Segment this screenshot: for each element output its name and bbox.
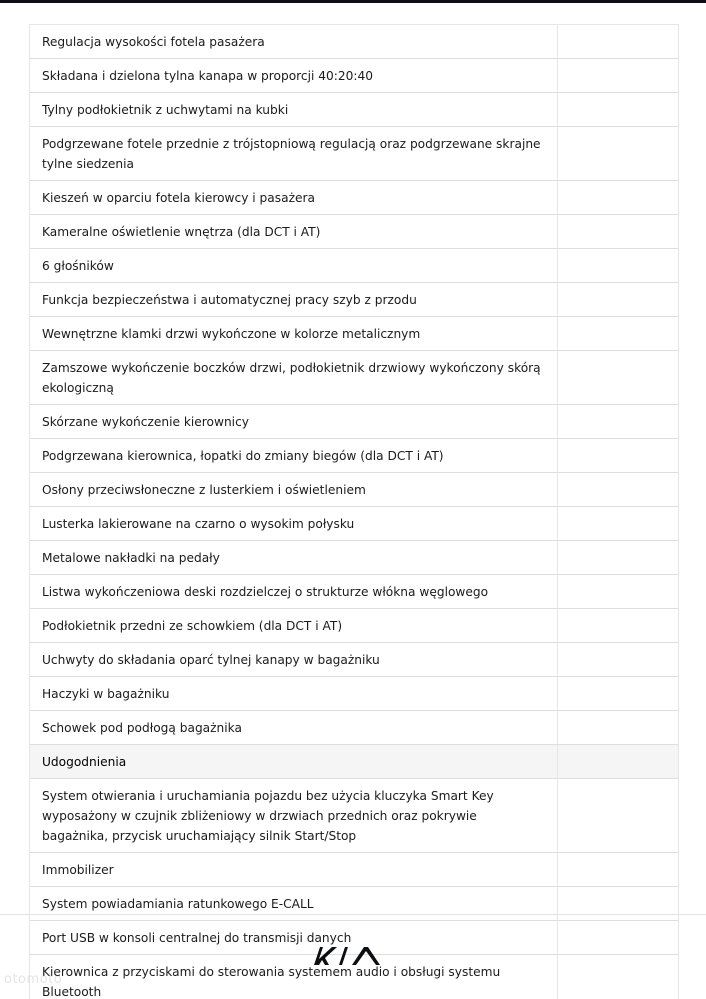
- feature-name: Port USB w konsoli centralnej do transmisji danych: [30, 921, 558, 954]
- feature-name: Wewnętrzne klamki drzwi wykończone w kolorze metalicznym: [30, 317, 558, 350]
- feature-value: [558, 93, 678, 126]
- table-row: [30, 575, 678, 609]
- feature-value: [558, 283, 678, 316]
- section-heading: Udogodnienia: [30, 745, 558, 778]
- table-row: [30, 643, 678, 677]
- feature-value: [558, 317, 678, 350]
- feature-name: System powiadamiania ratunkowego E-CALL: [30, 887, 558, 920]
- feature-value: [558, 677, 678, 710]
- table-row: [30, 127, 678, 181]
- feature-name: Skórzane wykończenie kierownicy: [30, 405, 558, 438]
- feature-value: [558, 25, 678, 58]
- kia-logo-icon: [312, 944, 394, 968]
- feature-value: [558, 609, 678, 642]
- feature-value: [558, 921, 678, 954]
- table-row: [30, 677, 678, 711]
- feature-value: [558, 745, 678, 778]
- feature-name: Podłokietnik przedni ze schowkiem (dla DCT i AT): [30, 609, 558, 642]
- feature-name: Podgrzewane fotele przednie z trójstopniową regulacją oraz podgrzewane skrajne tylne siedzenia: [30, 127, 558, 180]
- feature-name: Funkcja bezpieczeństwa i automatycznej pracy szyb z przodu: [30, 283, 558, 316]
- feature-value: [558, 711, 678, 744]
- feature-name: 6 głośników: [30, 249, 558, 282]
- table-row: [30, 779, 678, 853]
- feature-name: Immobilizer: [30, 853, 558, 886]
- feature-value: [558, 439, 678, 472]
- feature-name: Zamszowe wykończenie boczków drzwi, podłokietnik drzwiowy wykończony skórą ekologiczną: [30, 351, 558, 404]
- feature-value: [558, 779, 678, 852]
- table-row: [30, 439, 678, 473]
- feature-name: System otwierania i uruchamiania pojazdu bez użycia kluczyka Smart Key wyposażony w czujnik zbliżeniowy w drzwiach przednich oraz pokrywie bagażnika, przycisk uruchamiający silnik Start/Stop: [30, 779, 558, 852]
- table-row: [30, 317, 678, 351]
- table-row: [30, 351, 678, 405]
- section-heading-row: [30, 745, 678, 779]
- table-row: [30, 283, 678, 317]
- feature-value: [558, 575, 678, 608]
- feature-value: [558, 643, 678, 676]
- footer-divider: [0, 914, 706, 915]
- feature-name: Regulacja wysokości fotela pasażera: [30, 25, 558, 58]
- feature-value: [558, 215, 678, 248]
- feature-name: Podgrzewana kierownica, łopatki do zmiany biegów (dla DCT i AT): [30, 439, 558, 472]
- feature-name: Metalowe nakładki na pedały: [30, 541, 558, 574]
- feature-name: Haczyki w bagażniku: [30, 677, 558, 710]
- feature-value: [558, 59, 678, 92]
- feature-value: [558, 887, 678, 920]
- feature-name: Kameralne oświetlenie wnętrza (dla DCT i AT): [30, 215, 558, 248]
- feature-name: Uchwyty do składania oparć tylnej kanapy w bagażniku: [30, 643, 558, 676]
- table-row: [30, 59, 678, 93]
- feature-name: Lusterka lakierowane na czarno o wysokim połysku: [30, 507, 558, 540]
- table-row: [30, 609, 678, 643]
- feature-value: [558, 507, 678, 540]
- top-bar: [0, 0, 706, 3]
- table-row: [30, 405, 678, 439]
- watermark: otomoto: [4, 972, 63, 987]
- feature-value: [558, 127, 678, 180]
- table-row: [30, 93, 678, 127]
- feature-name: Tylny podłokietnik z uchwytami na kubki: [30, 93, 558, 126]
- feature-name: Składana i dzielona tylna kanapa w proporcji 40:20:40: [30, 59, 558, 92]
- feature-value: [558, 955, 678, 999]
- table-row: [30, 887, 678, 921]
- table-row: [30, 507, 678, 541]
- table-row: [30, 25, 678, 59]
- feature-value: [558, 181, 678, 214]
- equipment-table: [29, 24, 679, 999]
- table-row: [30, 473, 678, 507]
- feature-value: [558, 853, 678, 886]
- feature-name: Osłony przeciwsłoneczne z lusterkiem i oświetleniem: [30, 473, 558, 506]
- table-row: [30, 541, 678, 575]
- table-row: [30, 853, 678, 887]
- feature-value: [558, 405, 678, 438]
- table-row: [30, 249, 678, 283]
- table-row: [30, 181, 678, 215]
- feature-name: Kieszeń w oparciu fotela kierowcy i pasażera: [30, 181, 558, 214]
- feature-value: [558, 249, 678, 282]
- feature-value: [558, 351, 678, 404]
- feature-name: Listwa wykończeniowa deski rozdzielczej o strukturze włókna węglowego: [30, 575, 558, 608]
- feature-value: [558, 541, 678, 574]
- table-row: [30, 711, 678, 745]
- table-row: [30, 215, 678, 249]
- feature-value: [558, 473, 678, 506]
- feature-name: Kierownica z przyciskami do sterowania systemem audio i obsługi systemu Bluetooth: [30, 955, 558, 999]
- feature-name: Schowek pod podłogą bagażnika: [30, 711, 558, 744]
